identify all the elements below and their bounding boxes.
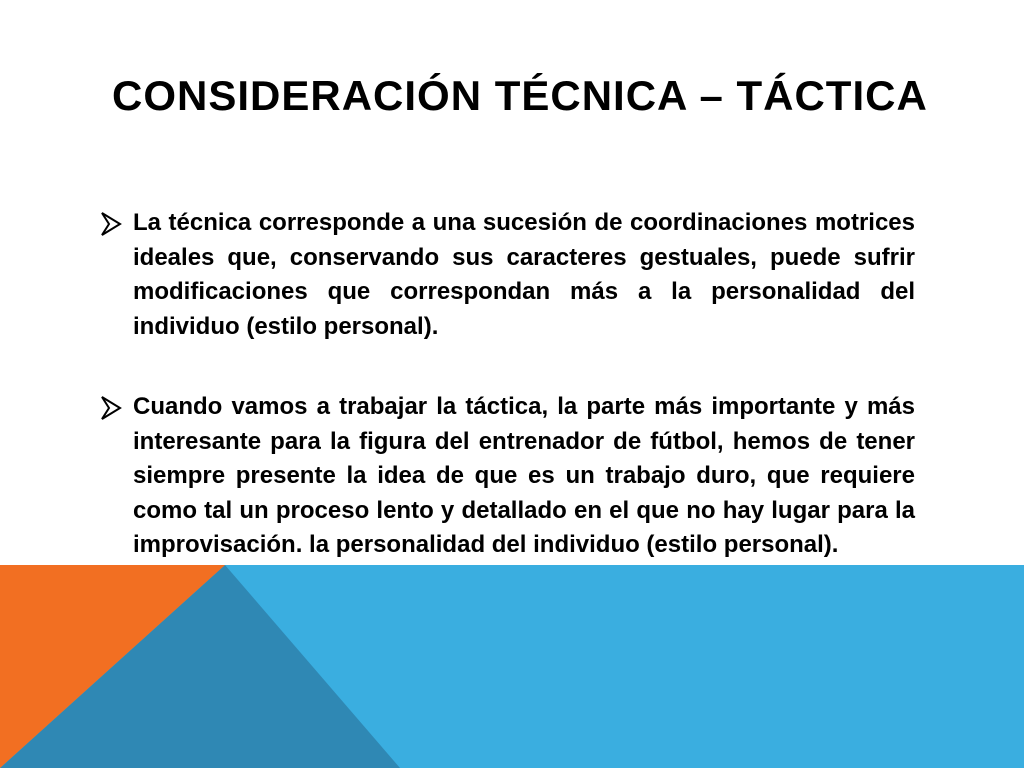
bullet-item bbox=[100, 390, 915, 563]
slide-title: CONSIDERACIÓN TÉCNICA – TÁCTICA bbox=[112, 72, 928, 119]
bullet-text: La técnica corresponde a una sucesión de coordinaciones motrices ideales que, conservando sus caracteres gestuales, puede sufrir modificaciones que correspondan más a la personalidad del individuo (estilo personal). bbox=[133, 209, 915, 340]
bullet-list bbox=[100, 206, 915, 609]
bullet-item bbox=[100, 206, 915, 344]
arrow-bullet-icon bbox=[100, 210, 124, 238]
bullet-text: Cuando vamos a trabajar la táctica, la parte más importante y más interesante para la figura del entrenador de fútbol, hemos de tener siempre presente la idea de que es un trabajo duro, que requiere como tal un proceso lento y detallado en el que no hay lugar para la improvisación. la personalidad del individuo (estilo personal). bbox=[133, 393, 915, 558]
arrow-bullet-icon bbox=[100, 394, 124, 422]
